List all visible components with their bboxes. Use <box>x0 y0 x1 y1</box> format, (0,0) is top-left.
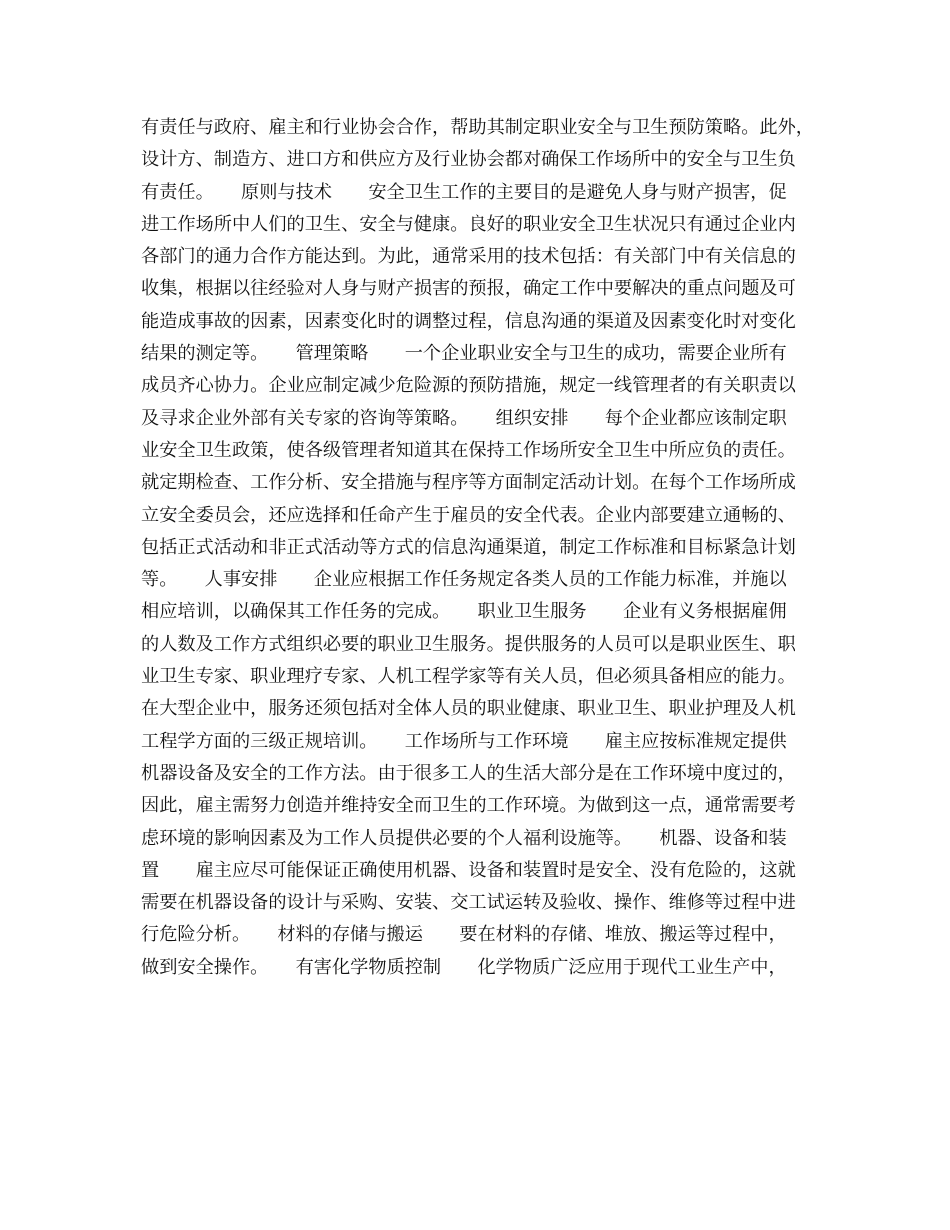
text-line: 机器设备及安全的工作方法。由于很多工人的生活大部分是在工作环境中度过的， <box>141 762 796 784</box>
text-line: 置 雇主应尽可能保证正确使用机器、设备和装置时是安全、没有危险的，这就 <box>141 859 796 881</box>
text-line: 的人数及工作方式组织必要的职业卫生服务。提供服务的人员可以是职业医生、职 <box>141 633 796 655</box>
text-line: 工程学方面的三级正规培训。 工作场所与工作环境 雇主应按标准规定提供 <box>141 730 787 752</box>
text-line: 能造成事故的因素，因素变化时的调整过程，信息沟通的渠道及因素变化时对变化 <box>141 310 796 332</box>
text-line: 因此，雇主需努力创造并维持安全而卫生的工作环境。为做到这一点，通常需要考 <box>141 795 796 817</box>
text-line: 收集，根据以往经验对人身与财产损害的预报，确定工作中要解决的重点问题及可 <box>141 278 796 300</box>
text-line: 相应培训，以确保其工作任务的完成。 职业卫生服务 企业有义务根据雇佣 <box>141 601 787 623</box>
text-line: 业安全卫生政策，使各级管理者知道其在保持工作场所安全卫生中所应负的责任。 <box>141 439 796 461</box>
text-line: 包括正式活动和非正式活动等方式的信息沟通渠道，制定工作标准和目标紧急计划 <box>141 536 796 558</box>
text-line: 立安全委员会，还应选择和任命产生于雇员的安全代表。企业内部要建立通畅的、 <box>141 504 796 526</box>
text-line: 业卫生专家、职业理疗专家、人机工程学家等有关人员，但必须具备相应的能力。 <box>141 666 796 688</box>
text-line: 结果的测定等。 管理策略 一个企业职业安全与卫生的成功，需要企业所有 <box>141 343 787 365</box>
text-line: 成员齐心协力。企业应制定减少危险源的预防措施，规定一线管理者的有关职责以 <box>141 375 796 397</box>
text-line: 及寻求企业外部有关专家的咨询等策略。 组织安排 每个企业都应该制定职 <box>141 407 787 429</box>
text-line: 就定期检查、工作分析、安全措施与程序等方面制定活动计划。在每个工作场所成 <box>141 472 796 494</box>
text-line: 虑环境的影响因素及为工作人员提供必要的个人福利设施等。 机器、设备和装 <box>141 827 787 849</box>
text-line: 有责任。 原则与技术 安全卫生工作的主要目的是避免人身与财产损害，促 <box>141 181 787 203</box>
text-line: 行危险分析。 材料的存储与搬运 要在材料的存储、堆放、搬运等过程中， <box>141 924 787 946</box>
text-line: 做到安全操作。 有害化学物质控制 化学物质广泛应用于现代工业生产中， <box>141 956 787 978</box>
body-text <box>141 112 831 984</box>
text-line: 在大型企业中，服务还须包括对全体人员的职业健康、职业卫生、职业护理及人机 <box>141 698 796 720</box>
text-line: 进工作场所中人们的卫生、安全与健康。良好的职业安全卫生状况只有通过企业内 <box>141 213 796 235</box>
text-line: 等。 人事安排 企业应根据工作任务规定各类人员的工作能力标准，并施以 <box>141 569 787 591</box>
text-line: 设计方、制造方、进口方和供应方及行业协会都对确保工作场所中的安全与卫生负 <box>141 149 796 171</box>
text-line: 需要在机器设备的设计与采购、安装、交工试运转及验收、操作、维修等过程中进 <box>141 892 796 914</box>
text-line: 有责任与政府、雇主和行业协会合作，帮助其制定职业安全与卫生预防策略。此外， <box>141 117 814 138</box>
text-line: 各部门的通力合作方能达到。为此，通常采用的技术包括：有关部门中有关信息的 <box>141 246 796 268</box>
